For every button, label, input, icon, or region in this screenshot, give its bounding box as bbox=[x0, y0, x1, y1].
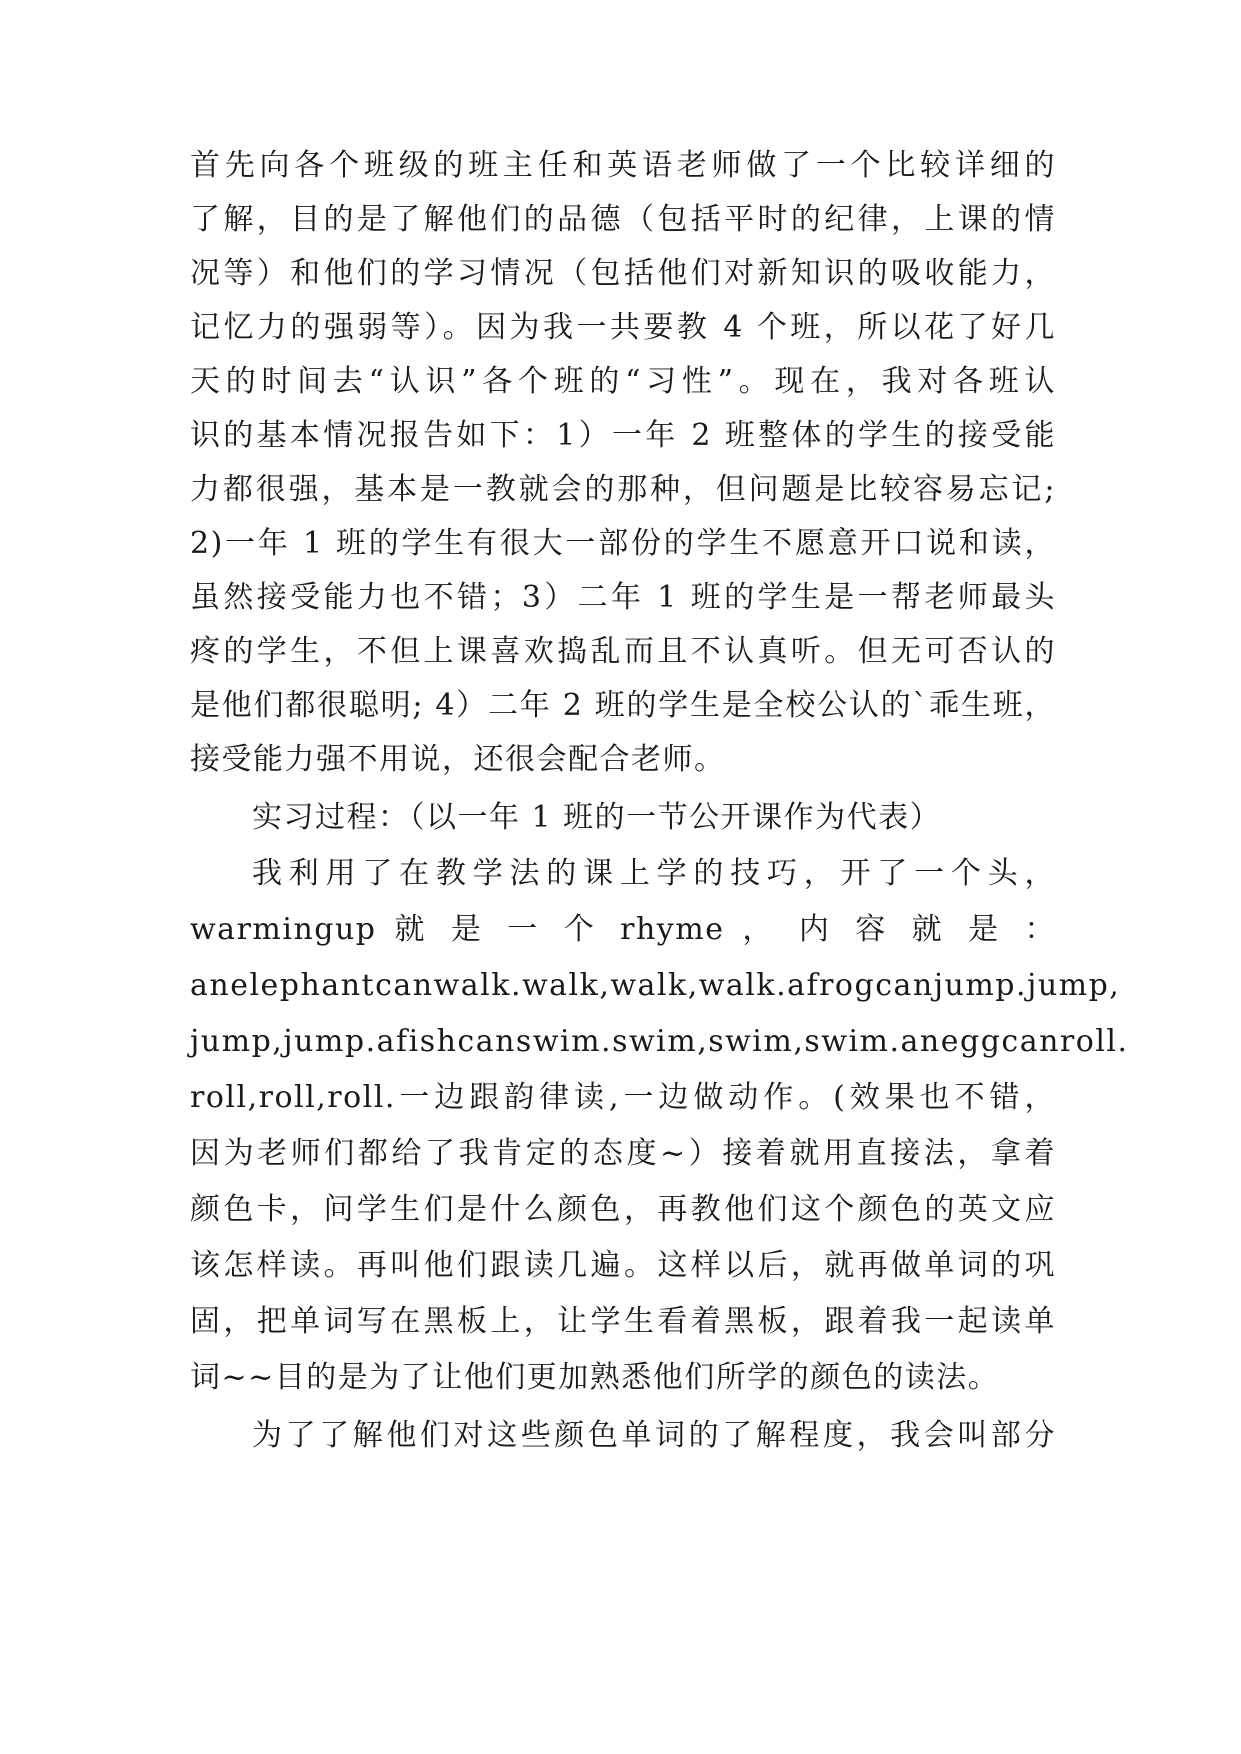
text-line: 因为老师们都给了我肯定的态度~）接着就用直接法，拿着 bbox=[190, 1136, 1056, 1171]
text-line: 力都很强，基本是一教就会的那种，但问题是比较容易忘记; bbox=[190, 472, 1056, 507]
text-line: 首先向各个班级的班主任和英语老师做了一个比较详细的 bbox=[190, 148, 1056, 183]
paragraph-first-line: 为了了解他们对这些颜色单词的了解程度，我会叫部分 bbox=[252, 1418, 1056, 1453]
text-line: 记忆力的强弱等）。因为我一共要教 4 个班，所以花了好几 bbox=[190, 310, 1056, 345]
text-line: 了解，目的是了解他们的品德（包括平时的纪律，上课的情 bbox=[190, 202, 1056, 237]
text-line: 疼的学生，不但上课喜欢捣乱而且不认真听。但无可否认的 bbox=[190, 634, 1056, 669]
text-line: warmingup 就 是 一 个 rhyme ， 内 容 就 是 ： bbox=[190, 912, 1056, 947]
paragraph-first-line: 我利用了在教学法的课上学的技巧，开了一个头， bbox=[252, 856, 1056, 891]
text-line: jump,jump.afishcanswim.swim,swim,swim.aneggcanroll. bbox=[190, 1024, 1129, 1059]
text-line: 是他们都很聪明; 4）二年 2 班的学生是全校公认的`乖生班， bbox=[190, 688, 1056, 723]
text-line: 况等）和他们的学习情况（包括他们对新知识的吸收能力， bbox=[190, 256, 1056, 291]
text-line: 接受能力强不用说，还很会配合老师。 bbox=[190, 742, 726, 777]
text-line: 该怎样读。再叫他们跟读几遍。这样以后，就再做单词的巩 bbox=[190, 1248, 1056, 1283]
text-line: 天的时间去“认识”各个班的“习性”。现在，我对各班认 bbox=[190, 364, 1056, 399]
text-line: 识的基本情况报告如下：1）一年 2 班整体的学生的接受能 bbox=[190, 418, 1056, 453]
text-line: 颜色卡，问学生们是什么颜色，再教他们这个颜色的英文应 bbox=[190, 1192, 1056, 1227]
text-line: roll,roll,roll.一边跟韵律读,一边做动作。(效果也不错， bbox=[190, 1080, 1056, 1115]
text-line: 词~~目的是为了让他们更加熟悉他们所学的颜色的读法。 bbox=[190, 1360, 1000, 1395]
text-line: anelephantcanwalk.walk,walk,walk.afrogcanjump.jump, bbox=[190, 968, 1121, 1003]
text-line: 虽然接受能力也不错；3）二年 1 班的学生是一帮老师最头 bbox=[190, 580, 1056, 615]
text-line: 固，把单词写在黑板上，让学生看着黑板，跟着我一起读单 bbox=[190, 1304, 1056, 1339]
section-heading: 实习过程：（以一年 1 班的一节公开课作为代表） bbox=[252, 800, 942, 835]
text-line: 2)一年 1 班的学生有很大一部份的学生不愿意开口说和读， bbox=[190, 526, 1056, 561]
